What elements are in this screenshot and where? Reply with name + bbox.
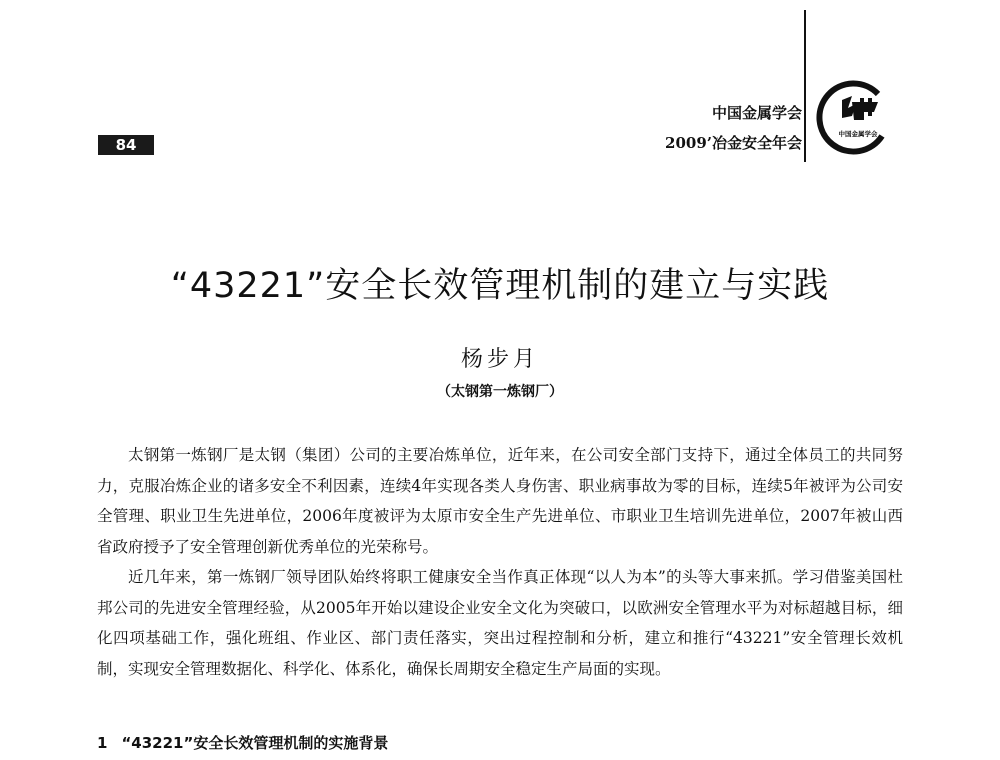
logo-text: 中国金属学会	[838, 130, 878, 138]
section-heading	[97, 732, 388, 753]
author-name: 杨步月	[460, 347, 539, 372]
conference-name: 2009’冶金安全年会	[665, 134, 802, 152]
paper-title: “43221”安全长效管理机制的建立与实践	[170, 266, 830, 306]
paragraph: 近几年来，第一炼钢厂领导团队始终将职工健康安全当作真正体现“以人为本”的头等大事来抓。学习借鉴美国杜邦公司的先进安全管理经验，从2005年开始以建设企业安全文化为突破口，以欧洲安全管理水平为对标超越目标，细化四项基础工作，强化班组、作业区、部门责任落实，突出过程控制和分析，建立和推行“43221”安全管理长效机制，实现安全管理数据化、科学化、体系化，确保长周期安全稳定生产局面的实现。	[97, 568, 903, 678]
society-logo-icon	[812, 78, 892, 158]
author-affiliation: （太钢第一炼钢厂）	[437, 384, 563, 400]
header-divider	[804, 10, 806, 162]
conference-info	[665, 98, 802, 158]
page-number: 84	[98, 135, 154, 155]
section-number: 1	[97, 734, 108, 752]
body-text	[97, 440, 903, 684]
conference-org: 中国金属学会	[711, 104, 802, 122]
section-title: “43221”安全长效管理机制的实施背景	[121, 734, 389, 752]
paragraph: 太钢第一炼钢厂是太钢（集团）公司的主要冶炼单位，近年来，在公司安全部门支持下，通过全体员工的共同努力，克服冶炼企业的诸多安全不利因素，连续4年实现各类人身伤害、职业病事故为零的目标，连续5年被评为公司安全管理、职业卫生先进单位，2006年度被评为太原市安全生产先进单位、市职业卫生培训先进单位，2007年被山西省政府授予了安全管理创新优秀单位的光荣称号。	[97, 446, 903, 556]
